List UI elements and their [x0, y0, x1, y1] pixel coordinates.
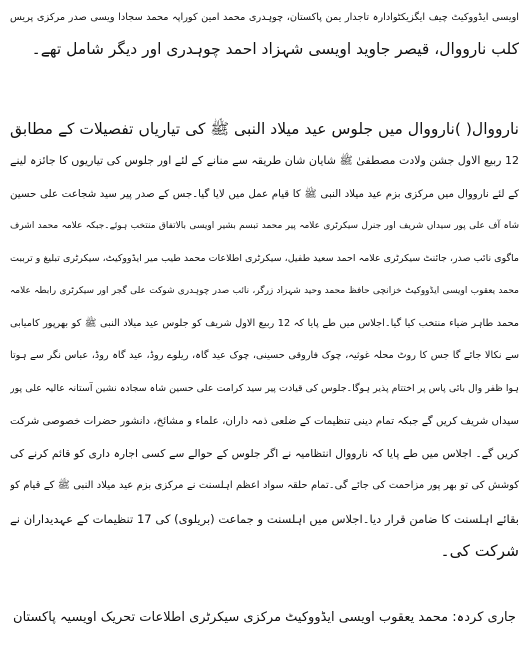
- body-line: کریں گے۔ اجلاس میں طے پایا کہ نارووال انتظامیہ نے اگر جلوس کے حوالے سے کسی اجارہ داری کو قائم کرنے کی: [10, 447, 519, 460]
- body-line: شاہ آف علی پور سیداں شریف اور جنرل سیکرٹری علامہ پیر محمد تبسم بشیر اویسی بالاتفاق منتخب ہوئے۔جبکہ علامہ محمد اشرف: [10, 221, 519, 231]
- body-line: شرکت کی۔: [440, 542, 519, 560]
- body-line: سیداں شریف کریں گے جبکہ تمام دینی تنظیمات کے ضلعی ذمہ داران، علماء و مشائخ، دانشور حضرات خصوصی شرکت: [10, 415, 519, 427]
- body-line: ماگوی نائب صدر، جائنٹ سیکرٹری علامہ احمد سعید طفیل، سیکرٹری اطلاعات محمد طیب میر ایڈووکیٹ، سیکرٹری تبلیغ و ترببت: [10, 253, 519, 264]
- body-line: نارووال( )نارووال میں جلوس عید میلاد النبی ﷺ کی تیاریاں تفصیلات کے مطابق: [10, 120, 519, 138]
- body-line: ہوا ظفر وال بائی پاس پر اختتام پذیر ہوگا۔جلوس کی قیادت پیر سید کرامت علی حسین شاہ سجادہ نشین آستانہ عالیہ علی پور: [10, 383, 519, 394]
- intro-line: اویسی ایڈووکیٹ چیف ایگزیکٹوادارہ تاجدار یمن پاکستان، چوہدری محمد امین کوراپہ محمد سجادا ویسی صدر مرکزی پریس: [10, 12, 519, 23]
- body-line: 12 ربیع الاول جشن ولادت مصطفیٰ ﷺ شایان شان طریقہ سے منانے کے لئے اور جلوس کی تیاریوں کا جائزہ لینے: [10, 154, 519, 167]
- body-line: محمد طاہر ضیاء منتخب کیا گیا۔اجلاس میں طے پایا کہ 12 ربیع الاول شریف کو جلوس عید میلاد النبی ﷺ کو بھرپور کامیابی: [10, 318, 519, 329]
- body-line: بقائے اہلسنت کا ضامن قرار دیا۔اجلاس میں اہلسنت و جماعت (بریلوی) کی 17 تنظیمات کے عہدیداران نے: [10, 512, 519, 526]
- body-line: کوشش کی تو بھر پور مزاحمت کی جائے گی۔تمام حلقہ سواد اعظم اہلسنت نے مرکزی بزم عید میلاد النبی ﷺ کے قیام کو: [10, 480, 519, 491]
- body-line: سے نکالا جائے گا جس کا روٹ محلہ غوثیہ، چوک فاروقی حسینی، چوک عید گاہ، ریلوے روڈ، عید گاہ روڈ، عباس نگر سے ہوتا: [10, 350, 519, 361]
- body-line: محمد یعقوب اویسی ایڈووکیٹ خزانچی حافظ محمد وحید شہزاد زرگر، نائب صدر چوہدری شوکت علی گجر اور سیکرٹری رابطہ علامہ: [10, 286, 519, 296]
- body-line: کے لئے نارووال میں مرکزی بزم عید میلاد النبی ﷺ کا قیام عمل میں لایا گیا۔جس کے صدر پیر سید شجاعت علی حسین: [10, 188, 519, 200]
- footer-issuer: جاری کردہ: محمد یعقوب اویسی ایڈووکیٹ مرکزی سیکرٹری اطلاعات تحریک اویسیہ پاکستان: [13, 610, 516, 625]
- intro-line: کلب نارووال، قیصر جاوید اویسی شہزاد احمد چوہدری اور دیگر شامل تھے۔: [31, 40, 519, 58]
